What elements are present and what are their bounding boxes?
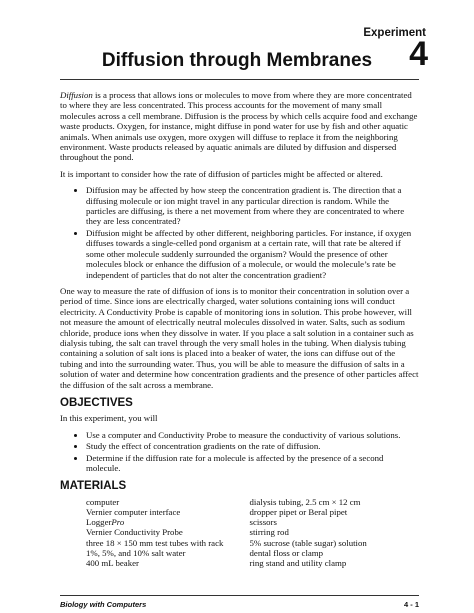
- objectives-heading: OBJECTIVES: [60, 396, 133, 409]
- materials-list: [60, 497, 419, 568]
- diffusion-bullets: [60, 185, 419, 280]
- experiment-label: Experiment: [363, 27, 426, 39]
- intro-text: is a process that allows ions or molecules to move from where they are more concentrated to where they are less concentrated. This process accounts for the movement of many small molecules across a cell membrane. Diffusion is the process by which cells acquire food and exchange waste products. Oxygen, for instance, might diffuse in pond water for use by fish and other aquatic animals. When animals use oxygen, more oxygen will diffuse to replace it from the neighboring environment. Waste products released by aquatic animals are diluted by diffusion and dispersed throughout the pond.: [60, 90, 418, 163]
- logger-pro-suffix: Pro: [111, 517, 125, 528]
- header-divider: [60, 79, 419, 80]
- page-title: Diffusion through Membranes: [101, 50, 373, 71]
- objectives-lead: In this experiment, you will: [60, 413, 158, 424]
- material-item: 1%, 5%, and 10% salt water: [86, 547, 186, 558]
- footer-book-title: Biology with Computers: [60, 600, 147, 609]
- objective-item: • Study the effect of concentration gradients on the rate of diffusion.: [86, 441, 419, 451]
- material-item: three 18 × 150 mm test tubes with rack: [86, 537, 224, 548]
- objective-item: • Determine if the diffusion rate for a molecule is affected by the presence of a second molecule.: [86, 453, 419, 474]
- main-content: [60, 90, 419, 568]
- material-item: dialysis tubing, 2.5 cm × 12 cm: [249, 496, 361, 507]
- objective-item: • Use a computer and Conductivity Probe to measure the conductivity of various solutions.: [86, 430, 419, 440]
- material-item: ring stand and utility clamp: [249, 558, 347, 569]
- experiment-number: 4: [409, 35, 428, 73]
- materials-left-column: [86, 497, 246, 568]
- material-item: computer: [86, 496, 120, 507]
- material-item: [86, 517, 246, 527]
- footer-divider: [60, 595, 419, 596]
- material-item: dropper pipet or Beral pipet: [249, 507, 348, 518]
- material-item: 400 mL beaker: [86, 558, 139, 569]
- bullet-particles: • Diffusion might be affected by other different, neighboring particles. For instance, if oxygen diffuses towards a single-celled pond organism at a certain rate, will that rate be altered if some other molecule suddenly surrounded the organism? Would the presence of other molecules block or enhance the diffusion of a molecule, or would the molecule’s rate be independent of particles that do not alter the concentration gradient?: [86, 228, 419, 280]
- footer-page-number: 4 - 1: [403, 600, 419, 609]
- bullet-gradient: • Diffusion may be affected by how steep the concentration gradient is. The direction that a diffusing molecule or ion might travel in any particular direction is random. While the particles are diffusing, is there a net movement from where they are concentrated to where they are less concentrated?: [86, 185, 419, 227]
- logger-name: Logger: [86, 517, 112, 528]
- material-item: stirring rod: [249, 527, 289, 538]
- material-item: Vernier computer interface: [86, 507, 181, 518]
- intro-term: Diffusion: [60, 90, 93, 100]
- measurement-paragraph: One way to measure the rate of diffusion of ions is to monitor their concentration in solution over a period of time. Since ions are electrically charged, water solutions containing ions will conduct electricity. A Conductivity Probe is capable of monitoring ions in solution. This probe however, will not measure the amount of electrically neutral molecules dissolved in water. Salts, such as sodium chloride, produce ions when they dissolve in water. If you place a salt solution in a container such as dialysis tubing, the salt can travel through the very small holes in the tubing. When dialysis tubing containing a solution of salt ions is placed into a beaker of water, the ions can diffuse out of the tubing and into the surrounding water. Thus, you will be able to measure the diffusion of salts in a solution of water and determine how concentration gradients and the presence of other particles affect the diffusion of the salt across a membrane.: [60, 285, 419, 390]
- materials-right-column: [250, 497, 419, 568]
- material-item: Vernier Conductivity Probe: [86, 527, 183, 538]
- material-item: 5% sucrose (table sugar) solution: [249, 537, 367, 548]
- intro-paragraph: [60, 90, 419, 163]
- material-item: dental floss or clamp: [249, 547, 324, 558]
- material-item: scissors: [249, 517, 277, 528]
- objectives-list: [60, 430, 419, 474]
- materials-heading: MATERIALS: [60, 480, 127, 493]
- consider-paragraph: It is important to consider how the rate of diffusion of particles might be affected or altered.: [60, 168, 383, 179]
